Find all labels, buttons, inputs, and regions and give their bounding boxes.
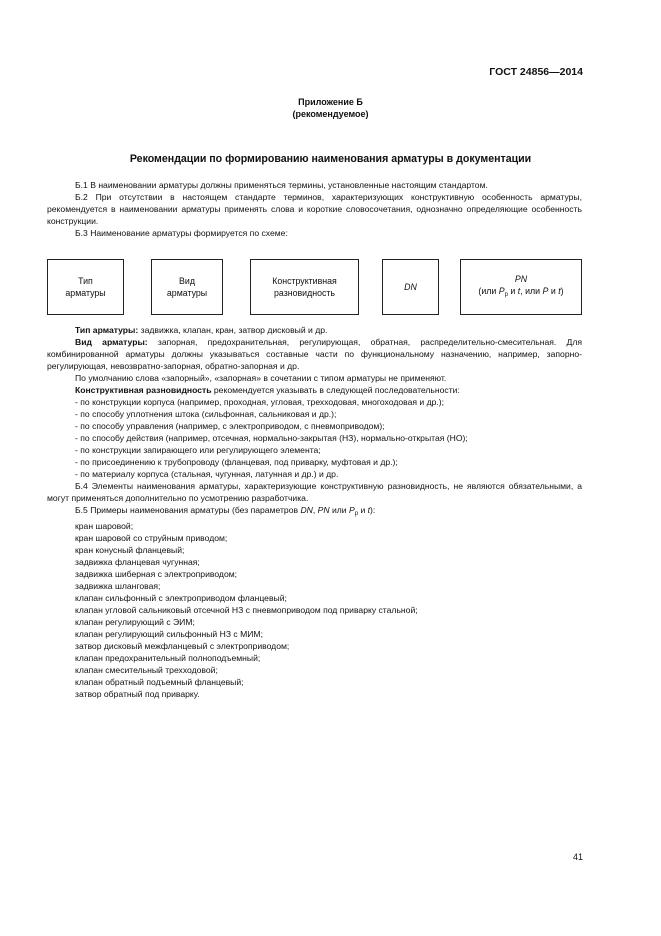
paragraph-b5 [47,504,582,520]
b5-or: или [329,505,349,515]
variant-definition [47,384,582,396]
b5-text-1: Б.5 Примеры наименования арматуры (без параметров [75,505,301,515]
b5-pn: PN [317,505,330,515]
b5-t: t [367,505,371,515]
default-note: По умолчанию слова «запорный», «запорная» в сочетании с типом арматуры не применяют. [75,373,447,383]
intro-block [47,179,582,239]
appendix-status: (рекомендуемое) [292,109,369,119]
pn-alt-text-5: ) [560,286,564,296]
scheme-box-dn-label: DN [404,282,417,292]
list-item: клапан обратный подъемный фланцевый; [75,677,244,687]
variant-label: Конструктивная разновидность [75,385,212,395]
scheme-box-variant-line2: разновидность [274,288,335,298]
paragraph-b3: Б.3 Наименование арматуры формируется по схеме: [75,228,288,238]
b5-end: ): [370,505,376,515]
list-item: - по способу уплотнения штока (сильфонная, сальниковая и др.); [75,409,337,419]
scheme-box-type-line2: арматуры [65,288,106,298]
kind-label: Вид арматуры: [75,337,148,347]
scheme-box-pn [460,259,582,315]
pn-alt-text-1: (или [478,286,499,296]
list-item: кран шаровой со струйным приводом; [75,533,228,543]
list-item: кран шаровой; [75,521,134,531]
paragraph-b1: Б.1 В наименовании арматуры должны применяться термины, установленные настоящим стандартом. [75,180,488,190]
b5-dn: DN [300,505,313,515]
appendix-title [0,96,661,120]
scheme-box-variant [250,259,359,315]
scheme-box-kind-line2: арматуры [166,288,208,298]
type-label: Тип арматуры: [75,325,139,335]
list-item: затвор дисковый межфланцевый с электроприводом; [75,641,290,651]
b5-comma: , [312,505,318,515]
b5-p: P [349,505,355,515]
paragraph-b2: Б.2 При отсутствии в настоящем стандарте терминов, характеризующих конструктивную особенность арматуры, рекомендуется в наименовании арматуры применять слова и короткие словосочетания, однозначно определяющие особенность конструкции. [47,192,582,226]
naming-scheme-diagram [47,259,582,315]
list-item: кран конусный фланцевый; [75,545,185,555]
b5-and: и [358,505,368,515]
scheme-box-kind [151,259,223,315]
kind-text: запорная, предохранительная, регулирующая, обратная, распределительно-смесительная. Для комбинированной арматуры должны указываться составные части по функциональному назначению, например, запорно-регулирующая, невозвратно-запорная, обратно-запорная и др. [47,337,582,371]
examples-list [47,520,582,700]
list-item: клапан смесительный трехходовой; [75,665,218,675]
list-item: задвижка фланцевая чугунная; [75,557,200,567]
list-item: задвижка шланговая; [75,581,161,591]
scheme-box-variant-line1: Конструктивная [272,276,337,286]
list-item: клапан регулирующий с ЭИМ; [75,617,195,627]
list-item: задвижка шиберная с электроприводом; [75,569,238,579]
type-text: задвижка, клапан, кран, затвор дисковый и др. [138,325,328,335]
list-item: клапан сильфонный с электроприводом фланцевый; [75,593,287,603]
pn-alt-p-sub: р [504,292,508,298]
list-item: - по конструкции корпуса (например, проходная, угловая, трехходовая, многоходовая и др.); [75,397,445,407]
scheme-box-dn [382,259,439,315]
list-item: - по способу управления (например, с электроприводом, с пневмоприводом); [75,421,385,431]
b5-p-sub: р [354,511,359,517]
variant-list [47,396,582,480]
list-item: - по способу действия (например, отсечная, нормально-закрытая (НЗ), нормально-открытая (НО); [75,433,468,443]
list-item: клапан предохранительный полноподъемный; [75,653,261,663]
scheme-box-kind-line1: Вид [179,276,195,286]
scheme-box-type-line1: Тип [78,276,93,286]
scheme-box-pn-alt [478,285,563,301]
appendix-label: Приложение Б [298,97,363,107]
list-item: клапан регулирующий сильфонный НЗ с МИМ; [75,629,263,639]
paragraph-b4: Б.4 Элементы наименования арматуры, характеризующие конструктивную разновидность, не являются обязательными, а могут применяться дополнительно по усмотрению разработчика. [47,481,582,503]
pn-alt-text-3: , или [520,286,543,296]
section-heading: Рекомендации по формированию наименования арматуры в документации [129,153,532,165]
standard-number: ГОСТ 24856—2014 [489,66,583,78]
list-item: затвор обратный под приварку. [75,689,200,699]
pn-alt-text-2: и [507,286,518,296]
page-number: 41 [572,852,583,862]
list-item: клапан угловой сальниковый отсечной НЗ с пневмоприводом под приварку стальной; [75,605,418,615]
pn-alt-t2: t [558,286,561,296]
pn-alt-p2: P [542,286,549,296]
pn-alt-p: P [498,286,505,296]
pn-alt-text-4: и [548,286,559,296]
list-item: - по присоединению к трубопроводу (фланцевая, под приварку, муфтовая и др.); [75,457,398,467]
list-item: - по материалу корпуса (стальная, чугунная, латунная и др.) и др. [75,469,339,479]
definitions-block [47,324,582,700]
pn-alt-t: t [517,286,521,296]
list-item: - по конструкции запирающего или регулирующего элемента; [75,445,321,455]
scheme-box-pn-label: PN [514,274,528,284]
kind-definition [47,336,582,372]
variant-text: рекомендуется указывать в следующей последовательности: [211,385,460,395]
type-definition [47,324,582,336]
scheme-box-type [47,259,124,315]
